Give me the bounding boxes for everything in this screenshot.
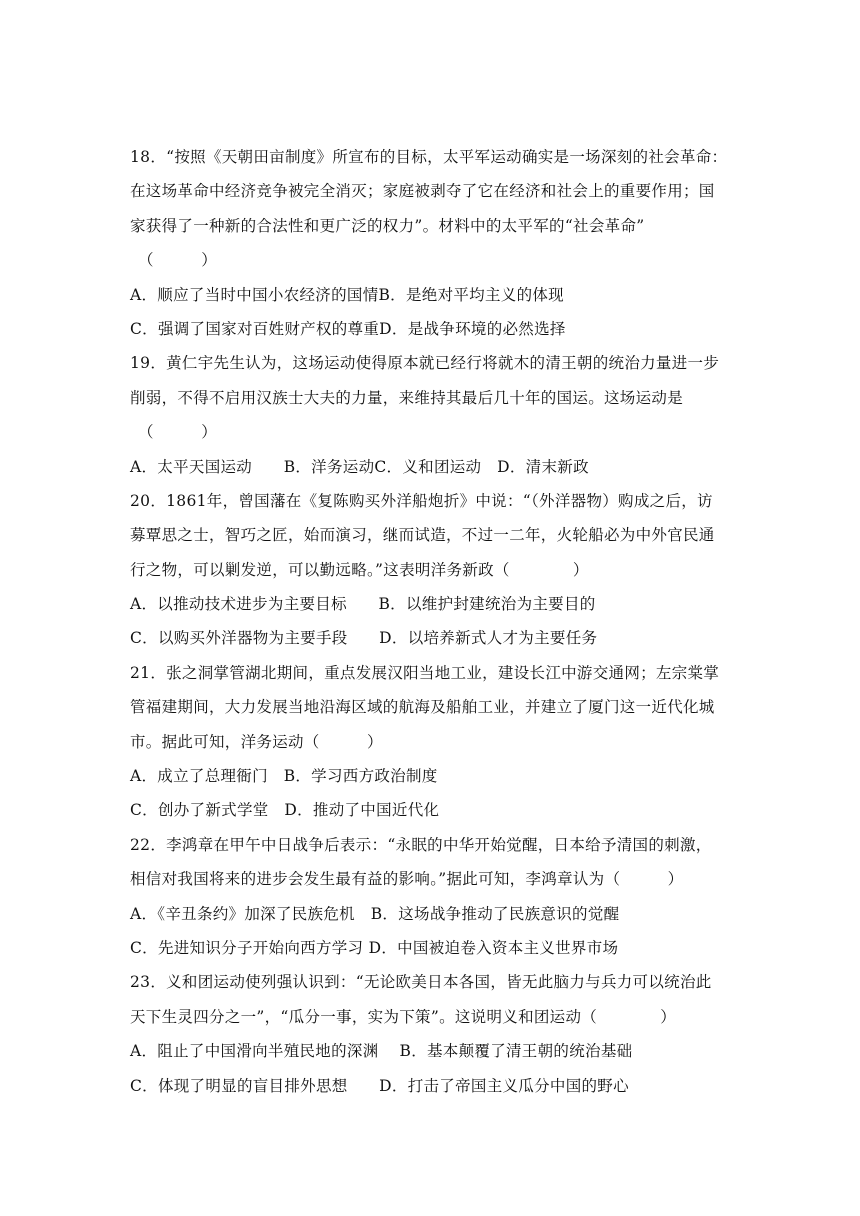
question-20-stem-line-1: 20．1861年，曾国藩在《复陈购买外洋船炮折》中说：“（外洋器物）购成之后，访 xyxy=(130,491,713,510)
question-22-stem-line-1: 22．李鸿章在甲午中日战争后表示：“永眠的中华开始觉醒，日本给予清国的刺激， xyxy=(130,835,712,854)
question-21-stem-line-1: 21．张之洞掌管湖北期间，重点发展汉阳当地工业，建设长江中游交通网；左宗棠掌 xyxy=(130,663,720,682)
question-23-options-cd: C．体现了明显的盲目排外思想 D．打击了帝国主义瓜分中国的野心 xyxy=(130,1076,629,1095)
question-22 xyxy=(130,828,742,966)
exam-page xyxy=(130,140,742,1103)
question-18-answer-blank: （ ） xyxy=(138,251,218,270)
question-20-stem-line-3: 行之物，可以剿发逆，可以勤远略。”这表明洋务新政（ ） xyxy=(130,560,589,579)
question-19 xyxy=(130,346,742,484)
question-21-options-ab: A．成立了总理衙门 B．学习西方政治制度 xyxy=(130,767,438,786)
question-19-options: A．太平天国运动 B．洋务运动C．义和团运动 D．清末新政 xyxy=(130,457,589,476)
question-22-options-ab: A．《辛丑条约》加深了民族危机 B．这场战争推动了民族意识的觉醒 xyxy=(130,904,620,923)
question-23-stem-line-1: 23．义和团运动使列强认识到：“无论欧美日本各国，皆无此脑力与兵力可以统治此 xyxy=(130,973,712,992)
question-23-options-ab: A．阻止了中国滑向半殖民地的深渊 B．基本颠覆了清王朝的统治基础 xyxy=(130,1042,633,1061)
question-23-stem-line-2: 天下生灵四分之一”，“瓜分一事，实为下策”。这说明义和团运动（ ） xyxy=(130,1007,677,1026)
question-18-stem-line-3: 家获得了一种新的合法性和更广泛的权力”。材料中的太平军的“社会革命” xyxy=(130,216,645,235)
question-18-options-cd: C．强调了国家对百姓财产权的尊重D．是战争环境的必然选择 xyxy=(130,319,566,338)
question-18-options-ab: A．顺应了当时中国小农经济的国情B．是绝对平均主义的体现 xyxy=(130,285,564,304)
question-18 xyxy=(130,140,742,346)
question-21 xyxy=(130,656,742,828)
question-19-stem-line-1: 19．黄仁宇先生认为，这场运动使得原本就已经行将就木的清王朝的统治力量进一步 xyxy=(130,354,720,373)
question-20-options-cd: C．以购买外洋器物为主要手段 D．以培养新式人才为主要任务 xyxy=(130,629,598,648)
question-21-stem-line-2: 管福建期间，大力发展当地沿海区域的航海及船舶工业，并建立了厦门这一近代化城 xyxy=(130,698,715,717)
question-22-stem-line-2: 相信对我国将来的进步会发生最有益的影响。”据此可知，李鸿章认为（ ） xyxy=(130,870,684,889)
question-23 xyxy=(130,965,742,1103)
question-22-options-cd: C．先进知识分子开始向西方学习 D．中国被迫卷入资本主义世界市场 xyxy=(130,938,619,957)
question-20 xyxy=(130,484,742,656)
question-18-stem-line-1: 18．“按照《天朝田亩制度》所宣布的目标，太平军运动确实是一场深刻的社会革命： xyxy=(130,148,728,166)
question-21-stem-line-3: 市。据此可知，洋务运动（ ） xyxy=(130,732,383,751)
question-19-answer-blank: （ ） xyxy=(138,423,218,442)
question-18-stem-line-2: 在这场革命中经济竞争被完全消灭；家庭被剥夺了它在经济和社会上的重要作用；国 xyxy=(130,182,715,201)
question-20-stem-line-2: 募覃思之士，智巧之匠，始而演习，继而试造，不过一二年，火轮船必为中外官民通 xyxy=(130,526,715,545)
question-21-options-cd: C．创办了新式学堂 D．推动了中国近代化 xyxy=(130,801,440,820)
question-20-options-ab: A．以推动技术进步为主要目标 B．以维护封建统治为主要目的 xyxy=(130,595,596,614)
question-19-stem-line-2: 削弱，不得不启用汉族士大夫的力量，来维持其最后几十年的国运。这场运动是 xyxy=(130,388,684,407)
